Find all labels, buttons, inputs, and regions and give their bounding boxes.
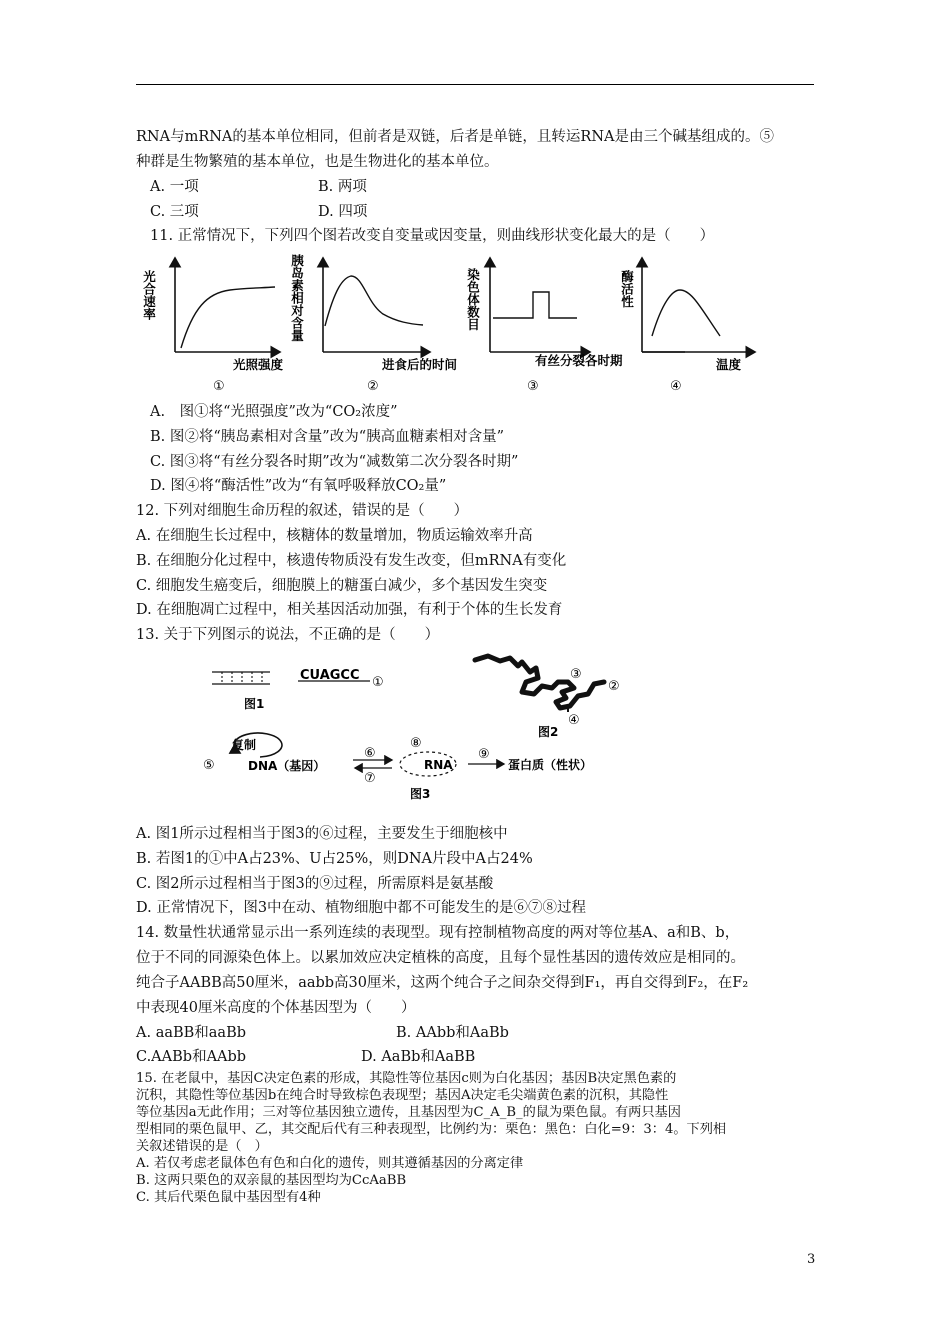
fig2-circle-3: ③ [570,667,582,682]
question-13: 13. 关于下列图示的说法，不正确的是（ ） [136,627,440,643]
graph-1-xlabel: 光照强度 [233,357,284,372]
page-number: 3 [807,1252,816,1267]
question-15-line2: 沉积，其隐性等位基因b在纯合时导致棕色表现型；基因A决定毛尖端黄色素的沉积，其隐性 [136,1088,669,1103]
graph-1-number: ① [213,379,225,394]
graph-4-extension [630,248,770,373]
figure-2 [475,656,620,739]
graph-4-number: ④ [670,379,682,394]
fig2-circle-4: ④ [568,713,580,728]
option-c: C. 三项 [150,204,199,220]
graph-2-xlabel: 进食后的时间 [382,357,458,372]
figure-3 [203,733,592,801]
option-b: B. 两项 [318,179,367,195]
option-a: A. 图①将“光照强度”改为“CO₂浓度” [150,404,398,420]
option-d: D. 图④将“酶活性”改为“有氧呼吸释放CO₂量” [150,478,447,494]
question-15-line1: 15. 在老鼠中，基因C决定色素的形成，其隐性等位基因c则为白化基因；基因B决定黑色素的 [136,1071,677,1086]
rna-label: RNA [424,758,453,772]
graph-3-curve [493,292,577,318]
replication-label: 复制 [232,738,257,752]
option-a: A. 一项 [150,179,199,195]
question-14-line1: 14. 数量性状通常显示出一系列连续的表现型。现有控制植物高度的两对等位基A、a和B、b， [136,925,740,941]
graph-1-curve [181,287,275,348]
protein-label: 蛋白质（性状） [508,758,593,772]
graph-1-ylabel: 光合速率 [141,270,157,320]
question-15-line3: 等位基因a无此作用；三对等位基因独立遗传，且基因型为C_A_B_的鼠为栗色鼠。有两只基因 [136,1105,681,1120]
figure-2-label: 图2 [538,725,559,739]
option-c: C. 细胞发生癌变后，细胞膜上的糖蛋白减少，多个基因发生突变 [136,578,548,594]
graph-3-xlabel: 有丝分裂各时期 [535,353,623,368]
option-d: D. 正常情况下，图3中在动、植物细胞中都不可能发生的是⑥⑦⑧过程 [136,900,587,916]
graph-3 [466,258,624,394]
option-b: B. 图②将“胰岛素相对含量”改为“胰高血糖素相对含量” [150,429,505,445]
question-15-line5: 关叙述错误的是（ ） [136,1139,268,1154]
graph-2-number: ② [367,379,379,394]
fig3-circle-5: ⑤ [203,758,215,773]
graph-2-curve [325,276,423,326]
option-c: C. 图2所示过程相当于图3的⑨过程，所需原料是氨基酸 [136,876,494,892]
option-d: D. 在细胞凋亡过程中，相关基因活动加强，有利于个体的生长发育 [136,602,563,618]
figure-1-label: 图1 [244,697,265,711]
q13-figures [200,648,640,808]
fig3-circle-9: ⑨ [478,747,490,762]
fig3-circle-6: ⑥ [364,746,376,761]
fig1-circle-1: ① [372,675,384,690]
graph-2 [290,253,458,394]
option-c: C. 图③将“有丝分裂各时期”改为“减数第二次分裂各时期” [150,454,519,470]
text-line: 种群是生物繁殖的基本单位，也是生物进化的基本单位。 [136,154,499,170]
dna-gene-label: DNA（基因） [248,759,326,773]
option-d: D. AaBb和AaBB [361,1049,476,1065]
question-14-line2: 位于不同的同源染色体上。以累加效应决定植株的高度，且每个显性基因的遗传效应是相同的。 [136,950,745,966]
fig3-circle-7: ⑦ [364,771,376,786]
option-a: A. 若仅考虑老鼠体色有色和白化的遗传，则其遵循基因的分离定律 [136,1156,524,1171]
graph-4-curve [652,290,720,336]
option-a: A. 图1所示过程相当于图3的⑥过程，主要发生于细胞核中 [136,826,508,842]
graph-1 [142,258,284,394]
question-14-line3: 纯合子AABB高50厘米，aabb高30厘米，这两个纯合子之间杂交得到F₁，再自交得到F₂，在F₂ [136,975,749,991]
header-rule [136,84,814,85]
question-14-line4: 中表现40厘米高度的个体基因型为（ ） [136,1000,416,1016]
mrna-sequence: CUAGCC [300,668,360,683]
question-12: 12. 下列对细胞生命历程的叙述，错误的是（ ） [136,503,469,519]
graph-3-ylabel: 染色体数目 [465,268,481,331]
question-11: 11. 正常情况下，下列四个图若改变自变量或因变量，则曲线形状变化最大的是（ ） [150,228,715,244]
figure-3-label: 图3 [410,787,431,801]
option-d: D. 四项 [318,204,368,220]
graph-4-ylabel: 酶活性 [619,270,635,308]
option-b: B. 若图1的①中A占23%、U占25%，则DNA片段中A占24% [136,851,533,867]
graph-3-number: ③ [527,379,539,394]
option-c: C. 其后代栗色鼠中基因型有4种 [136,1190,321,1205]
option-b: B. 这两只栗色的双亲鼠的基因型均为CcAaBB [136,1173,407,1188]
graph-4-xlabel: 温度 [716,357,742,372]
option-a: A. 在细胞生长过程中，核糖体的数量增加，物质运输效率升高 [136,528,533,544]
fig3-circle-8: ⑧ [410,736,422,751]
polypeptide-chain [475,656,604,708]
question-15-line4: 型相同的栗色鼠甲、乙，其交配后代有三种表现型，比例约为：栗色：黑色：白化=9：3：4。下列相 [136,1122,727,1137]
graph-2-ylabel: 胰岛素相对含量 [289,254,305,342]
option-b: B. AAbb和AaBb [396,1025,509,1041]
fig2-circle-2: ② [608,679,620,694]
text-line: RNA与mRNA的基本单位相同，但前者是双链，后者是单链，且转运RNA是由三个碱基组成的。⑤ [136,129,774,145]
q11-graphs-figure [141,248,690,398]
option-b: B. 在细胞分化过程中，核遗传物质没有发生改变，但mRNA有变化 [136,553,567,569]
option-a: A. aaBB和aaBb [136,1025,247,1041]
figure-1 [212,668,384,711]
option-c: C.AABb和AAbb [136,1049,247,1065]
